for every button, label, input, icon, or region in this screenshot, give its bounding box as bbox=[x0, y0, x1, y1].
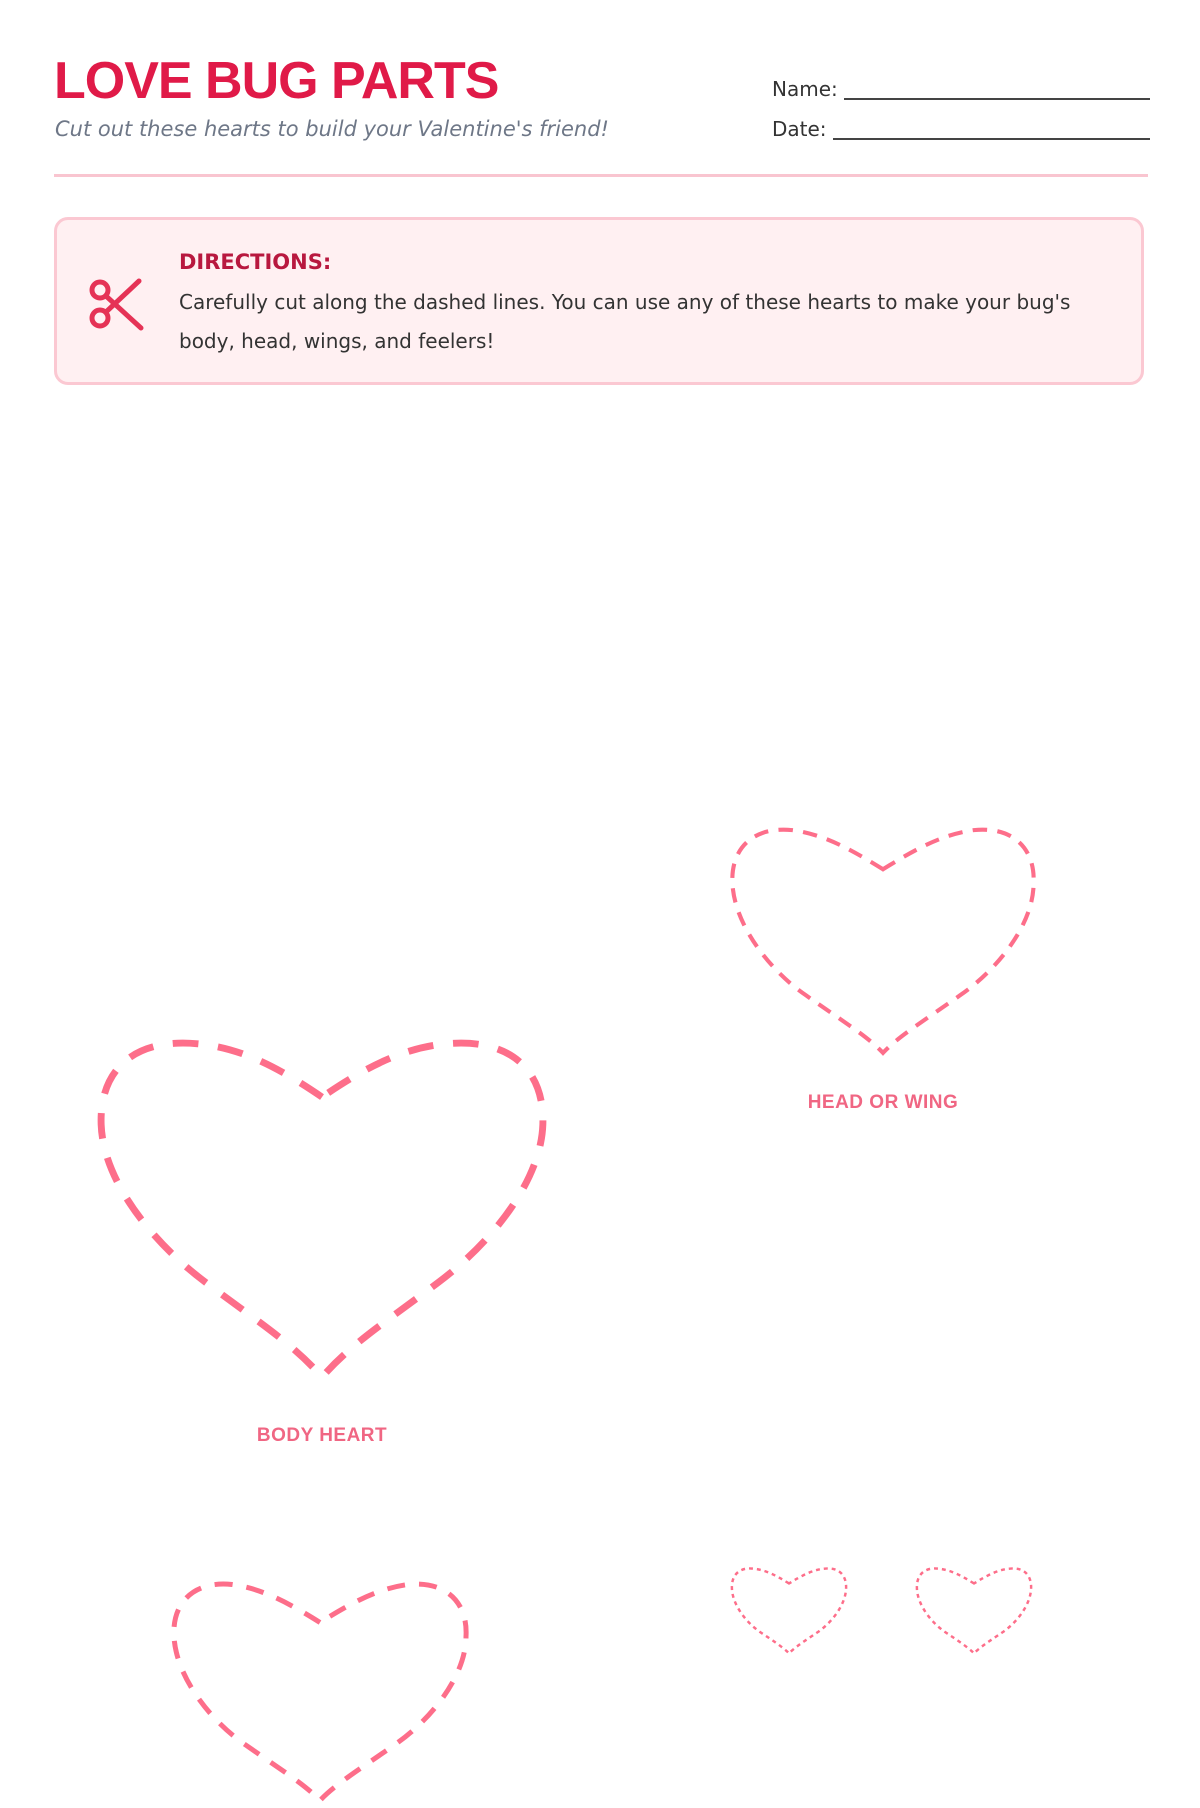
page-title: LOVE BUG PARTS bbox=[54, 52, 499, 110]
directions-text: Carefully cut along the dashed lines. You can use any of these hearts to make your bug's body, head, wings, and feelers! bbox=[179, 290, 1071, 353]
date-field[interactable] bbox=[772, 116, 1150, 142]
directions-heading: DIRECTIONS: bbox=[179, 250, 332, 274]
name-blank-line[interactable] bbox=[844, 80, 1150, 100]
heart-outline-large[interactable] bbox=[94, 1030, 550, 1380]
heart-label-body: BODY HEART bbox=[256, 1425, 388, 1446]
name-label: Name: bbox=[772, 77, 838, 101]
heart-outline-small-1[interactable] bbox=[730, 1566, 848, 1656]
date-label: Date: bbox=[772, 117, 827, 141]
directions-box bbox=[54, 217, 1144, 385]
name-field[interactable] bbox=[772, 76, 1150, 102]
heart-outline-small-2[interactable] bbox=[915, 1566, 1033, 1656]
date-blank-line[interactable] bbox=[833, 120, 1150, 140]
heart-outline-partial[interactable] bbox=[170, 1578, 470, 1808]
scissors-icon bbox=[85, 272, 149, 336]
heart-outline-medium[interactable] bbox=[726, 826, 1040, 1058]
header-divider bbox=[54, 174, 1148, 177]
heart-label-head-or-wing: HEAD OR WING bbox=[807, 1092, 959, 1113]
page-subtitle: Cut out these hearts to build your Valentine's friend! bbox=[55, 117, 609, 141]
